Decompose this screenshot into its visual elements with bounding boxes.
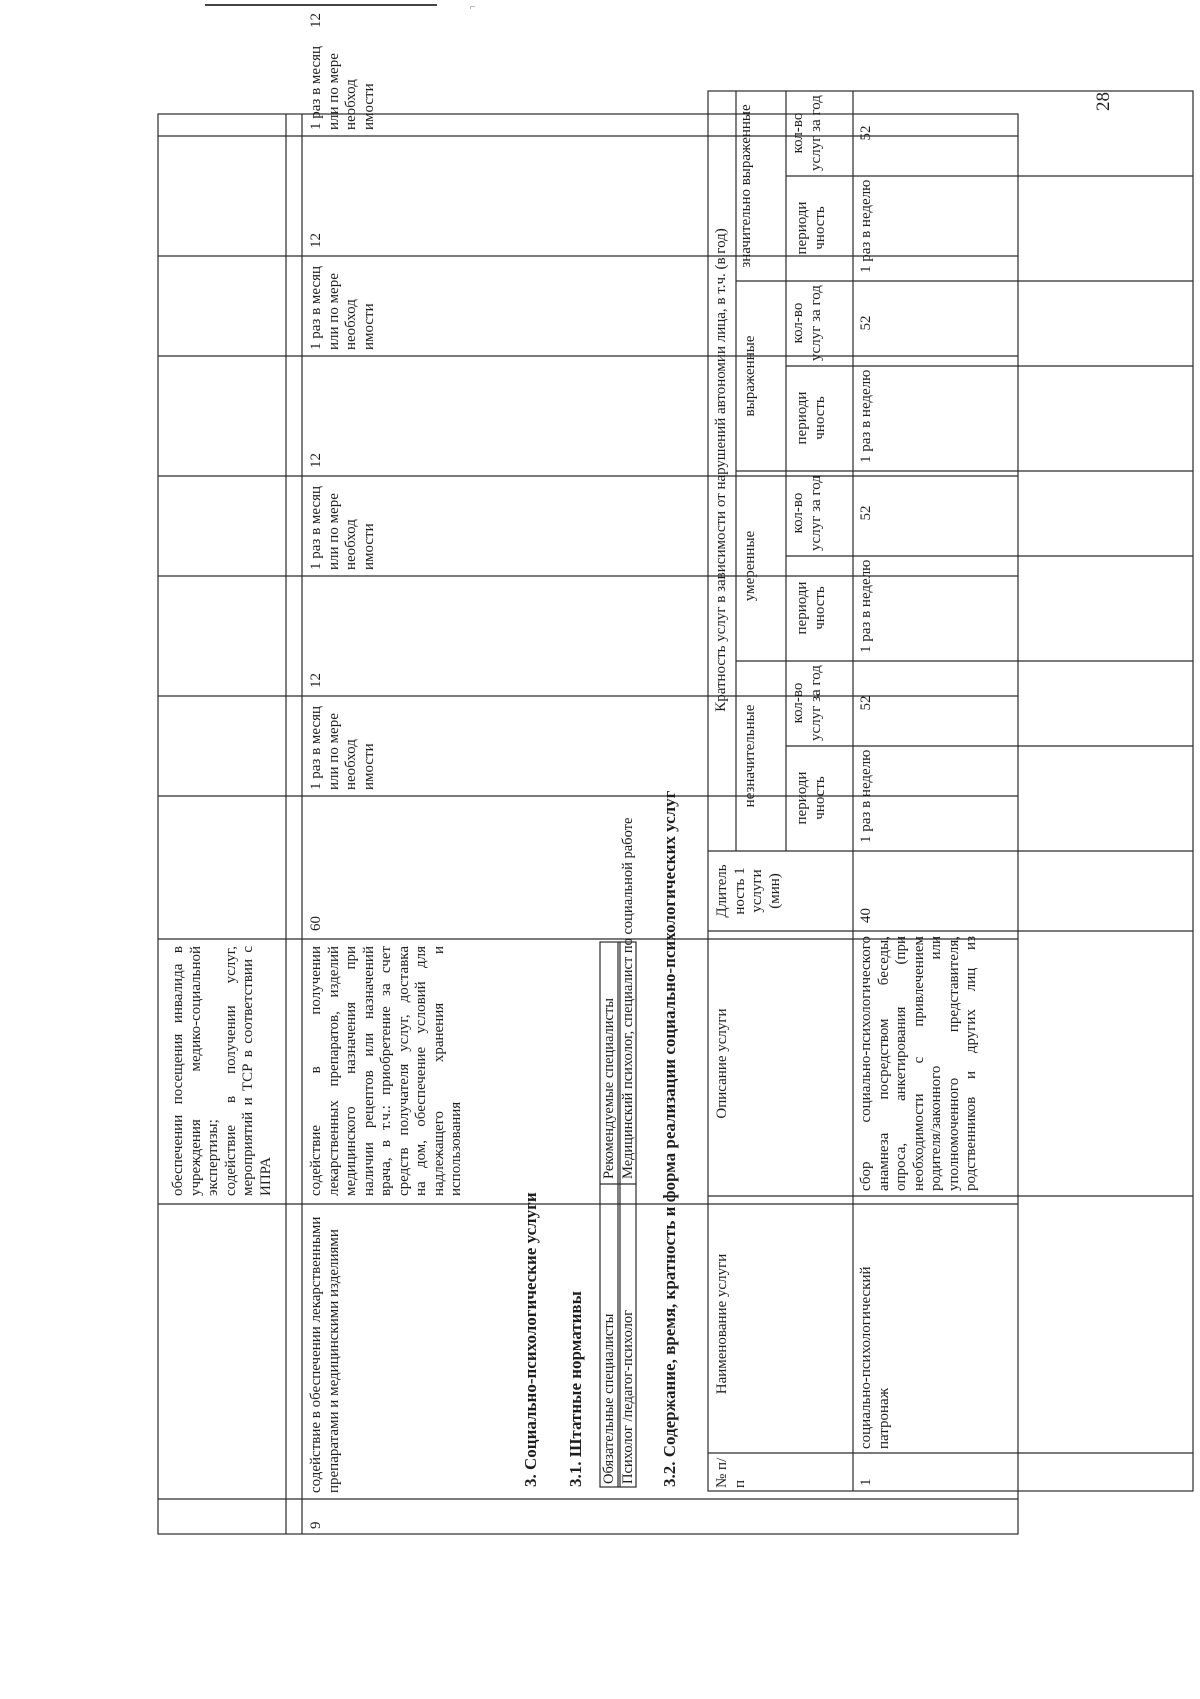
- header-periodicity: периоди чность: [794, 771, 828, 825]
- row-9-number: 9: [308, 1521, 324, 1529]
- row-9-duration: 60: [308, 916, 324, 931]
- row-1-periodicity: 1 раз в неделю: [858, 559, 874, 653]
- row-9-description: [308, 946, 466, 1196]
- row-9-periodicity: 1 раз в месяц или по мере необход имости: [308, 705, 377, 790]
- row-1-number: 1: [858, 1478, 874, 1486]
- header-count: кол-во услуг за год: [790, 285, 824, 361]
- row-1-periodicity: 1 раз в неделю: [858, 749, 874, 843]
- text-line: мероприятий и ТСР в соответствии с: [240, 946, 256, 1196]
- header-description: Описание услуги: [714, 1008, 730, 1119]
- row-1-periodicity: 1 раз в неделю: [858, 369, 874, 463]
- header-count: кол-во услуг за год: [790, 95, 824, 171]
- text-line: родственников и других лиц из: [963, 936, 979, 1191]
- psych-table-grid: [708, 91, 1193, 1491]
- text-line: содействие в получении: [308, 946, 324, 1196]
- prev-row-description: [170, 946, 275, 1196]
- row-9-name: содействие в обеспечении лекарственными препаратами и медицинскими изделиями: [308, 1216, 342, 1493]
- header-group-severe: значительно выраженные: [738, 104, 754, 268]
- header-group-minor: незначительные: [742, 704, 758, 808]
- header-count: кол-во услуг за год: [790, 665, 824, 741]
- header-frequency: Кратность услуг в зависимости от нарушений автономии лица, в т.ч. (в год): [713, 228, 729, 712]
- text-line: ИПРА: [257, 1157, 274, 1196]
- row-9-periodicity: 1 раз в месяц или по мере необход имости: [308, 45, 377, 130]
- recommended-specialists-label: Рекомендуемые специалисты: [601, 997, 617, 1179]
- header-periodicity: периоди чность: [794, 581, 828, 635]
- row-1-periodicity: 1 раз в неделю: [858, 179, 874, 273]
- header-num: № п/п: [714, 1457, 748, 1488]
- row-9-periodicity: 1 раз в месяц или по мере необход имости: [308, 485, 377, 570]
- row-1-count: 52: [858, 505, 874, 521]
- page-number: 28: [1093, 92, 1114, 111]
- text-line: экспертизы;: [205, 1119, 221, 1196]
- text-line: сбор социально-психологического: [858, 936, 874, 1191]
- top-mark: ⌐: [470, 2, 476, 13]
- text-line: обеспечении посещения инвалида в: [170, 946, 186, 1196]
- row-1-duration: 40: [858, 908, 874, 923]
- mandatory-specialists-label: Обязательные специалисты: [601, 1313, 617, 1484]
- text-line: наличии рецептов или назначений: [360, 946, 377, 1196]
- row-9-periodicity: 1 раз в месяц или по мере необход имости: [308, 265, 377, 350]
- header-group-pronounced: выраженные: [742, 335, 758, 417]
- text-line: содействие в получении услуг,: [222, 946, 239, 1196]
- section-3-2-heading: 3.2. Содержание, время, кратность и форма реализации социально-психологических услуг: [660, 790, 679, 1487]
- row-9-count: 12: [308, 13, 324, 28]
- row-9-count: 12: [308, 233, 324, 248]
- text-line: лекарственных препаратов, изделий: [325, 946, 342, 1196]
- row-1-count: 52: [858, 125, 874, 141]
- header-name: Наименование услуги: [714, 1253, 730, 1395]
- text-line: использования: [448, 1101, 464, 1196]
- section-3-heading: 3. Социально-психологические услуги: [521, 1192, 540, 1487]
- header-group-moderate: умеренные: [742, 530, 758, 602]
- row-1-count: 52: [858, 315, 874, 331]
- header-periodicity: периоди чность: [794, 201, 828, 255]
- text-line: необходимости с привлечением: [910, 936, 927, 1191]
- text-line: средств получателя услуг, доставка: [395, 946, 412, 1196]
- text-line: опроса, анкетирования (при: [893, 936, 909, 1191]
- text-line: уполномоченного представителя,: [945, 936, 962, 1191]
- row-1-description: [858, 936, 981, 1191]
- text-line: на дом, обеспечение условий для: [413, 946, 429, 1196]
- text-line: учреждения медико-социальной: [187, 946, 204, 1196]
- text-line: медицинского назначения при: [343, 946, 359, 1196]
- row-9-count: 12: [308, 673, 324, 688]
- recommended-specialists-value: Медицинский психолог, специалист по социальной работе: [620, 817, 636, 1179]
- text-line: родителя/законного или: [928, 936, 944, 1191]
- row-1-name: социально-психологический патронаж: [858, 1266, 892, 1449]
- section-3-1-heading: 3.1. Штатные нормативы: [566, 1291, 585, 1487]
- text-line: врача, в т.ч.: приобретение за счет: [378, 946, 394, 1196]
- row-1-count: 52: [858, 695, 874, 711]
- row-9-count: 12: [308, 453, 324, 468]
- text-line: анамнеза посредством беседы,: [875, 936, 892, 1191]
- mandatory-specialists-value: Психолог /педагог-психолог: [620, 1309, 636, 1484]
- header-duration: Длитель ность 1 услуги (мин): [714, 864, 783, 918]
- header-count: кол-во услуг за год: [790, 475, 824, 551]
- header-periodicity: периоди чность: [794, 391, 828, 445]
- text-line: надлежащего хранения и: [430, 946, 447, 1196]
